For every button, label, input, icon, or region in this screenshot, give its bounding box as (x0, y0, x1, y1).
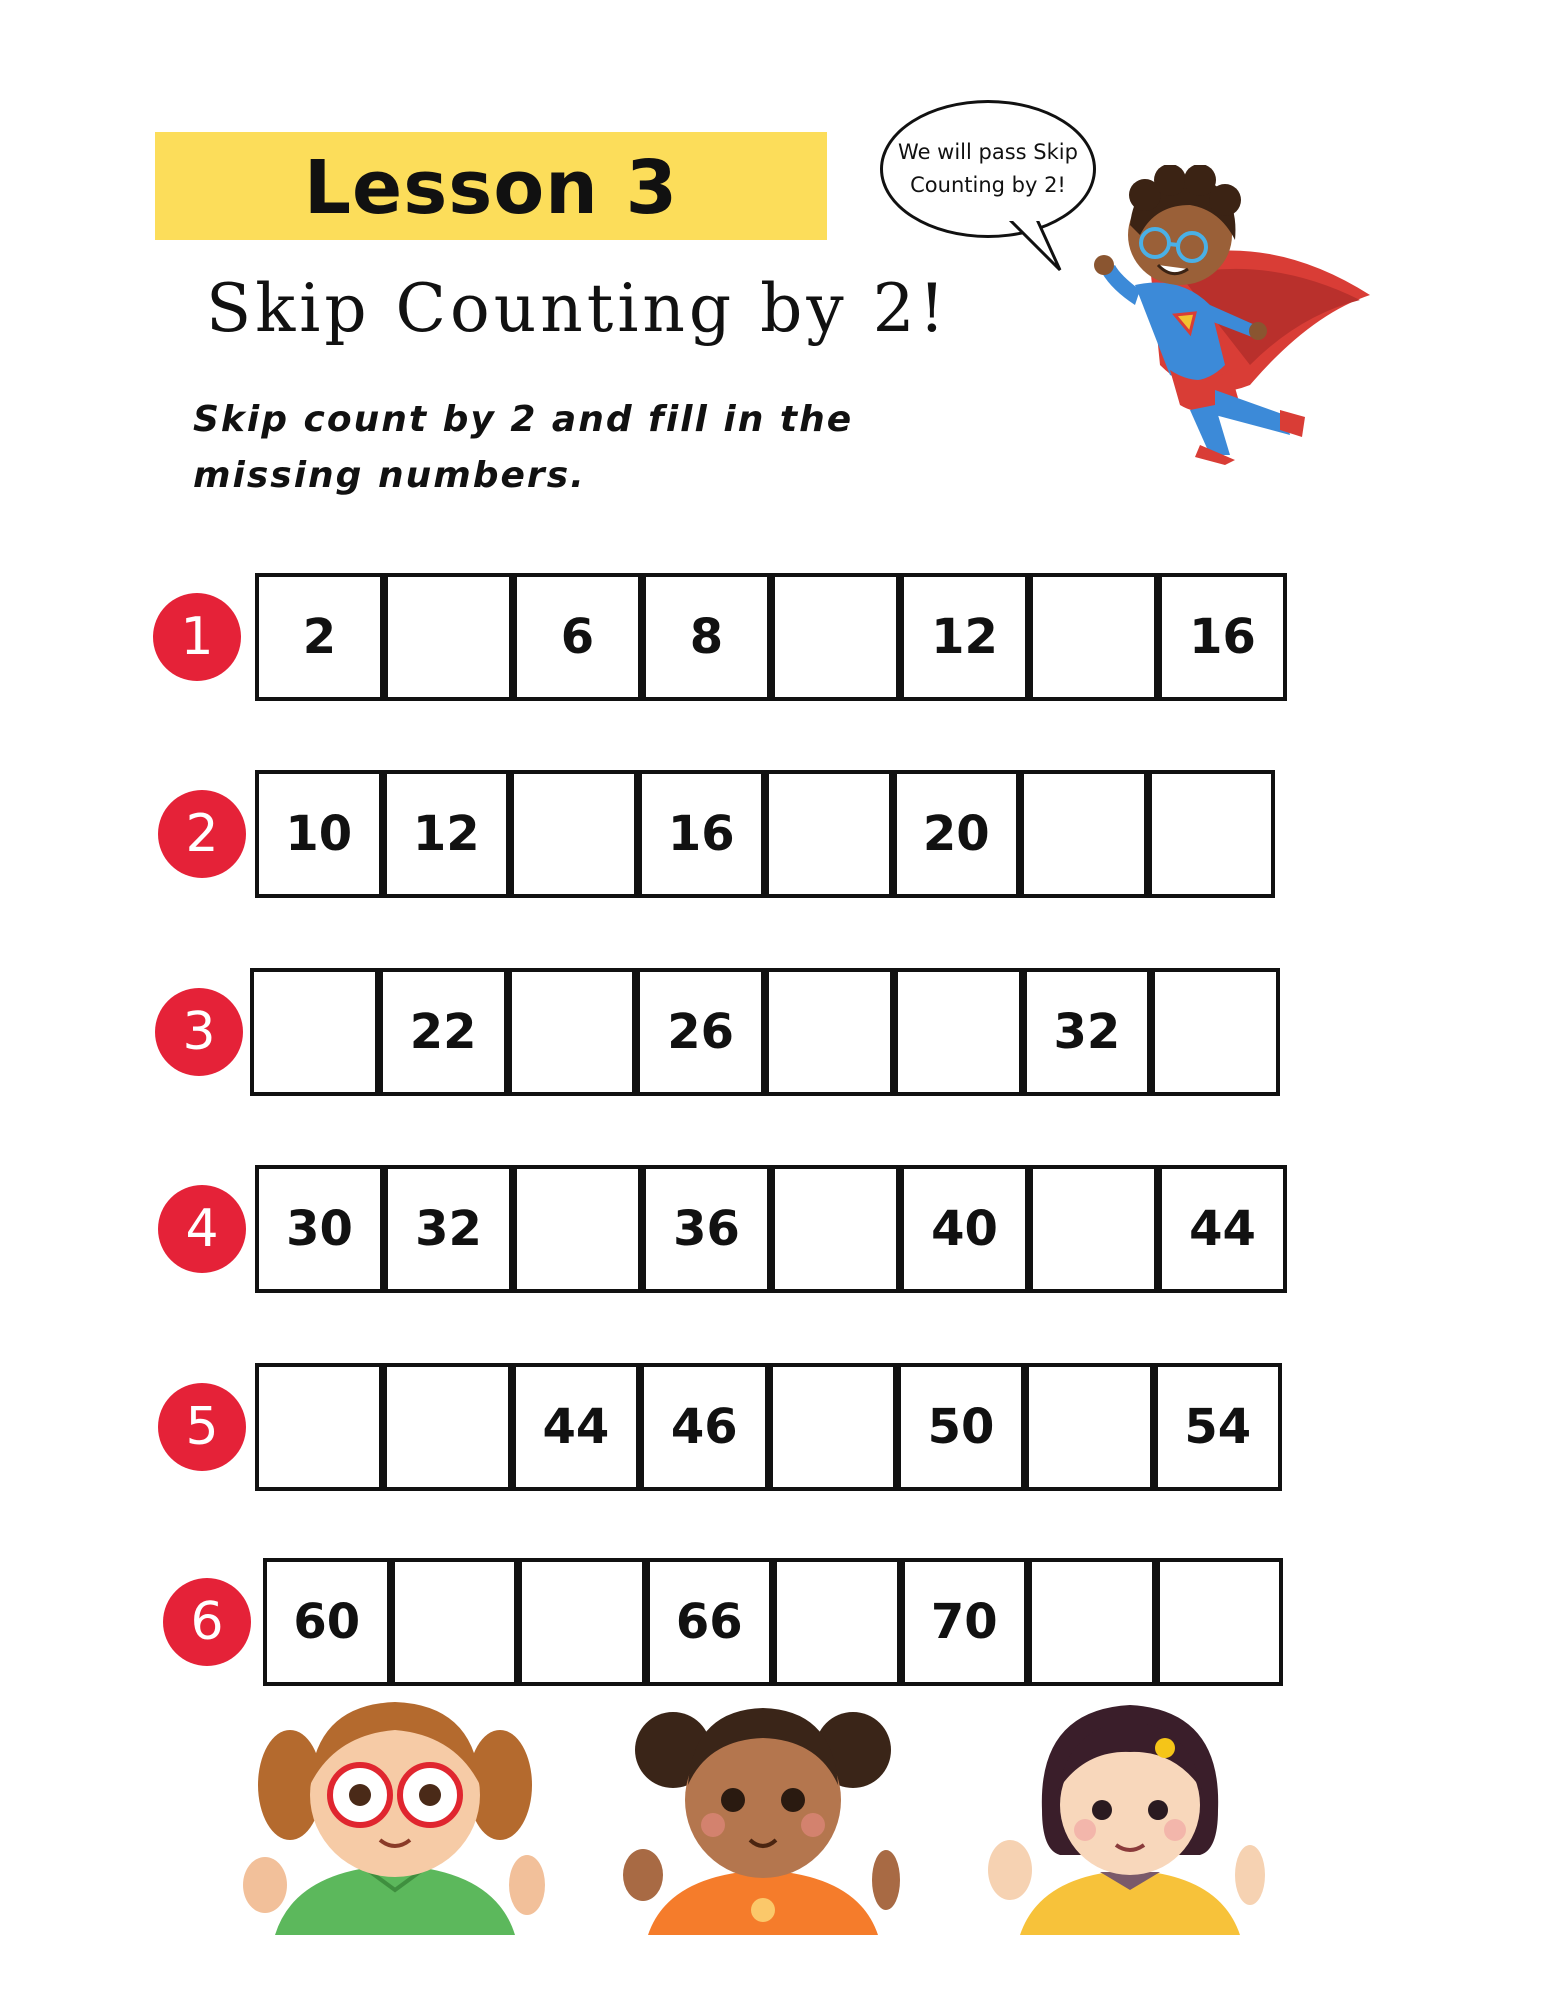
blank-cell[interactable] (773, 1562, 901, 1682)
blank-cell[interactable] (254, 972, 379, 1092)
number-cell: 44 (512, 1367, 640, 1487)
blank-cell[interactable] (1028, 1562, 1156, 1682)
row-number-badge: 5 (158, 1383, 246, 1471)
number-cell: 2 (259, 577, 384, 697)
blank-cell[interactable] (769, 1367, 897, 1487)
blank-cell[interactable] (894, 972, 1023, 1092)
blank-cell[interactable] (771, 577, 900, 697)
number-cell: 12 (383, 774, 511, 894)
counting-row-2 (0, 752, 1545, 892)
number-cell: 50 (897, 1367, 1025, 1487)
number-cell: 46 (640, 1367, 768, 1487)
number-cell: 60 (267, 1562, 391, 1682)
number-cell: 36 (642, 1169, 771, 1289)
number-grid (255, 1165, 1287, 1293)
number-cell: 44 (1158, 1169, 1283, 1289)
blank-cell[interactable] (1025, 1367, 1153, 1487)
blank-cell[interactable] (1029, 1169, 1158, 1289)
blank-cell[interactable] (1020, 774, 1148, 894)
counting-row-4 (0, 1147, 1545, 1287)
speech-bubble-tail (1000, 215, 1070, 275)
blank-cell[interactable] (513, 1169, 642, 1289)
number-grid (255, 1363, 1282, 1491)
row-number-badge: 3 (155, 988, 243, 1076)
row-number-badge: 1 (153, 593, 241, 681)
girl-short-hair-icon (980, 1690, 1280, 1935)
blank-cell[interactable] (765, 774, 893, 894)
number-cell: 16 (1158, 577, 1283, 697)
worksheet-subtitle: Skip Counting by 2! (206, 270, 950, 347)
number-cell: 20 (893, 774, 1021, 894)
blank-cell[interactable] (1156, 1562, 1280, 1682)
blank-cell[interactable] (765, 972, 894, 1092)
number-cell: 10 (259, 774, 383, 894)
counting-row-6 (0, 1540, 1545, 1680)
number-cell: 12 (900, 577, 1029, 697)
number-cell: 40 (900, 1169, 1029, 1289)
blank-cell[interactable] (391, 1562, 519, 1682)
girl-with-glasses-icon (235, 1690, 555, 1935)
blank-cell[interactable] (771, 1169, 900, 1289)
number-cell: 70 (901, 1562, 1029, 1682)
blank-cell[interactable] (518, 1562, 646, 1682)
number-grid (263, 1558, 1283, 1686)
number-cell: 32 (384, 1169, 513, 1289)
number-cell: 32 (1023, 972, 1152, 1092)
row-number-badge: 4 (158, 1185, 246, 1273)
superhero-boy-icon (1040, 165, 1380, 465)
number-cell: 16 (638, 774, 766, 894)
lesson-title: Lesson 3 (303, 145, 679, 231)
row-number-badge: 6 (163, 1578, 251, 1666)
number-cell: 26 (636, 972, 765, 1092)
number-cell: 30 (259, 1169, 384, 1289)
counting-row-3 (0, 950, 1545, 1090)
blank-cell[interactable] (384, 577, 513, 697)
number-grid (250, 968, 1280, 1096)
number-cell: 6 (513, 577, 642, 697)
number-cell: 66 (646, 1562, 774, 1682)
number-grid (255, 573, 1287, 701)
blank-cell[interactable] (1151, 972, 1276, 1092)
blank-cell[interactable] (1029, 577, 1158, 697)
number-cell: 54 (1154, 1367, 1278, 1487)
number-cell: 22 (379, 972, 508, 1092)
speech-bubble-text: We will pass Skip Counting by 2! (898, 140, 1078, 197)
blank-cell[interactable] (1148, 774, 1272, 894)
girl-curly-hair-icon (618, 1690, 908, 1935)
blank-cell[interactable] (510, 774, 638, 894)
counting-row-1 (0, 555, 1545, 695)
instructions: Skip count by 2 and fill in the missing numbers. (193, 399, 854, 496)
counting-row-5 (0, 1345, 1545, 1485)
row-number-badge: 2 (158, 790, 246, 878)
number-grid (255, 770, 1275, 898)
blank-cell[interactable] (383, 1367, 511, 1487)
blank-cell[interactable] (259, 1367, 383, 1487)
lesson-banner (155, 132, 827, 240)
number-cell: 8 (642, 577, 771, 697)
blank-cell[interactable] (508, 972, 637, 1092)
